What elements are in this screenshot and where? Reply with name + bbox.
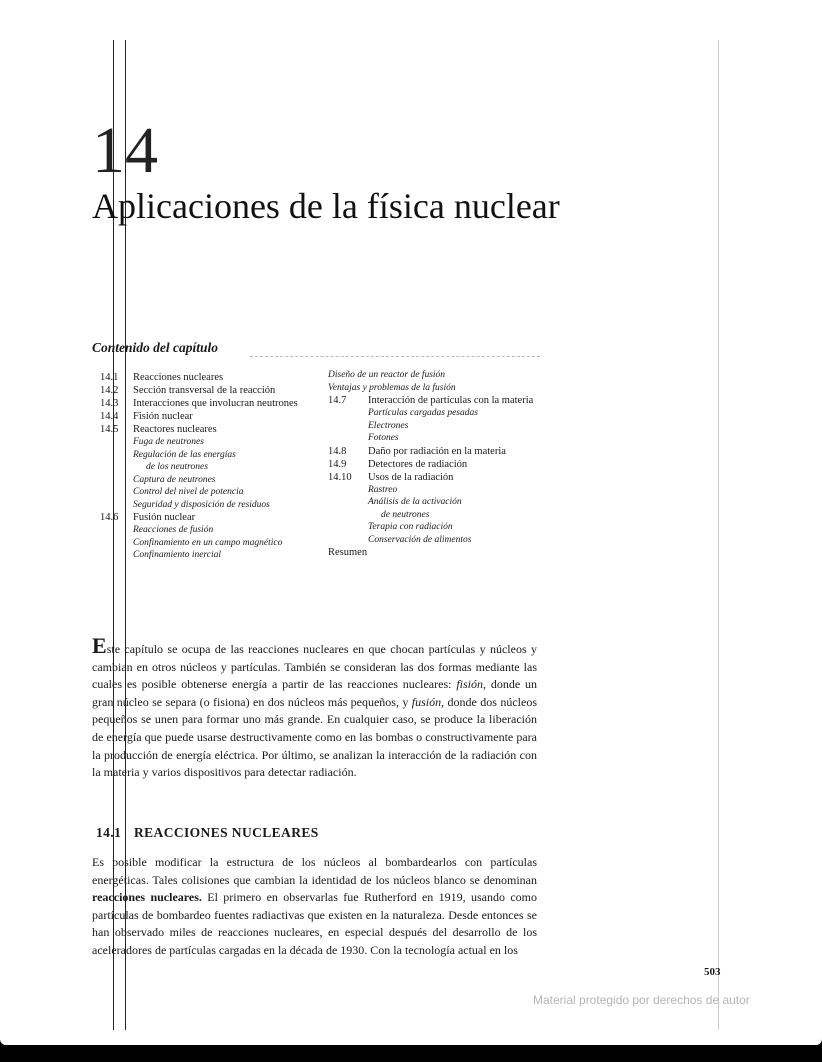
toc-subentry: Fuga de neutrones (133, 437, 204, 447)
toc-entry-number: 14.6 (100, 512, 119, 523)
intro-text-1: ste capítulo se ocupa de las reacciones nucleares en que chocan partículas y núcleos y cambian en otros núcleos y partículas. También se consideran las dos formas mediante las cuales es posible obtenerse energía a partir de las reacciones nucleares: (92, 642, 537, 692)
toc-entry-number: 14.8 (328, 445, 347, 457)
toc-subentry: Electrones (368, 420, 409, 431)
section-number: 14.1 (96, 825, 122, 840)
toc-subentry: Análisis de la activación (368, 497, 462, 507)
toc-subentry: de neutrones (381, 509, 430, 520)
toc-entry-title: Fisión nuclear (133, 411, 193, 422)
toc-subentry: Conservación de alimentos (368, 534, 472, 545)
toc-entry-number: 14.3 (100, 398, 119, 409)
toc-entry-title: Usos de la radiación (368, 471, 454, 483)
chapter-title: Aplicaciones de la física nuclear (92, 186, 560, 226)
toc-entry-title: Sección transversal de la reacción (133, 385, 276, 396)
toc-left-column (100, 371, 322, 562)
toc-subentry: Fotones (368, 433, 399, 443)
toc-entry-title: Reacciones nucleares (133, 372, 224, 383)
toc-entry (328, 394, 553, 407)
section-heading (96, 825, 319, 841)
toc-entry (100, 511, 322, 524)
toc-entry (100, 397, 322, 410)
copyright-watermark: Material protegido por derechos de autor (533, 993, 750, 1007)
toc-summary: Resumen (328, 547, 368, 558)
toc-entry-title: Daño por radiación en la materia (368, 445, 506, 457)
toc-subentry: de los neutrones (146, 462, 208, 472)
toc-entry (328, 445, 553, 458)
page-number: 503 (704, 966, 721, 978)
toc-subentry: Ventajas y problemas de la fusión (328, 382, 456, 393)
toc-entry (100, 423, 322, 436)
toc-entry-title: Reactores nucleares (133, 424, 217, 435)
toc-entry-title: Interacción de partículas con la materia (368, 395, 534, 406)
toc-entry-number: 14.4 (100, 411, 119, 422)
toc-entry-number: 14.10 (328, 471, 352, 483)
section-title: REACCIONES NUCLEARES (134, 825, 319, 840)
toc-subentry: Terapia con radiación (368, 522, 453, 532)
drop-cap: E (92, 633, 107, 658)
intro-term-fusion: fusión (411, 694, 442, 709)
intro-text-3: , donde dos núcleos pequeños se unen para formar uno más grande. En cualquier caso, se produce la liberación de energía que puede usarse destructivamente como en las bombas o constructivamente para la producción de energía eléctrica. Por último, se analizan la interacción de la radiación con la materia y varios dispositivos para detectar radiación. (92, 694, 537, 780)
toc-divider (250, 356, 540, 357)
toc-entry (100, 410, 322, 423)
section-term-bold: reacciones nucleares. (92, 890, 202, 905)
toc-subentry: Diseño de un reactor de fusión (328, 370, 446, 380)
toc-entry-number: 14.2 (100, 385, 119, 396)
toc-subentry: Confinamiento inercial (133, 550, 222, 560)
toc-entry-title: Fusión nuclear (133, 512, 196, 523)
toc-subentry: Control del nivel de potencia (133, 487, 244, 497)
toc-entry-title: Interacciones que involucran neutrones (133, 398, 298, 409)
toc-subentry: Reacciones de fusión (133, 525, 214, 535)
toc-entry (100, 371, 322, 384)
toc-entry-number: 14.9 (328, 458, 347, 470)
toc-right-column (328, 369, 553, 559)
toc-subentry: Confinamiento en un campo magnético (133, 537, 283, 548)
toc-entry-number: 14.1 (100, 372, 119, 383)
toc-subentry: Partículas cargadas pesadas (368, 408, 478, 418)
section-text-1: Es posible modificar la estructura de los núcleos al bombardearlos con partículas energéticas. Tales colisiones que cambian la identidad de los núcleos blanco se denominan (92, 855, 537, 887)
toc-entry-number: 14.5 (100, 424, 119, 435)
toc-entry (100, 384, 322, 397)
toc-subentry: Seguridad y disposición de residuos (133, 499, 270, 510)
toc-subentry: Captura de neutrones (133, 474, 216, 485)
toc-entry-title: Detectores de radiación (368, 458, 468, 470)
chapter-number: 14 (92, 114, 158, 187)
toc-entry-number: 14.7 (328, 395, 347, 406)
intro-paragraph (92, 633, 538, 782)
toc-subentry: Regulación de las energías (133, 449, 236, 460)
toc-subentry: Rastreo (368, 484, 398, 495)
toc-heading: Contenido del capítulo (92, 340, 219, 355)
section-text-2: El primero en observarlas fue Rutherford en 1919, usando como partículas de bombardeo fuentes radiactivas que existen en la naturaleza. Desde entonces se han observado miles de reacciones nucleares, en especial después del desarrollo de los aceleradores de partículas cargadas en la década de 1930. Con la tecnología actual en los (92, 890, 538, 957)
intro-text-2: , donde un gran núcleo se separa (o fisiona) en dos núcleos más pequeños, y (92, 677, 538, 709)
intro-term-fision: fisión (456, 677, 483, 692)
toc-entry (328, 471, 553, 484)
toc-entry (328, 458, 553, 471)
section-paragraph (92, 854, 537, 960)
scan-line-right (718, 40, 719, 1030)
